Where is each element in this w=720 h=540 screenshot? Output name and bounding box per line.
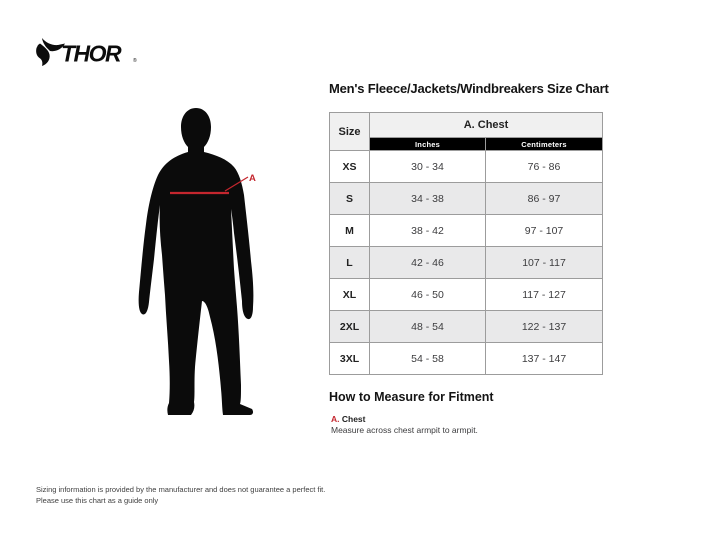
measurement-figure xyxy=(126,93,276,423)
table-row xyxy=(330,343,603,375)
how-to-measure-heading: How to Measure for Fitment xyxy=(329,390,494,404)
measure-item-description: Measure across chest armpit to armpit. xyxy=(331,425,478,435)
centimeters-cell: 117 - 127 xyxy=(486,279,603,311)
measure-item-chest xyxy=(331,414,478,436)
inches-cell: 54 - 58 xyxy=(370,343,486,375)
inches-cell: 38 - 42 xyxy=(370,215,486,247)
table-row xyxy=(330,151,603,183)
centimeters-cell: 76 - 86 xyxy=(486,151,603,183)
measure-item-title xyxy=(331,414,478,425)
size-cell: XL xyxy=(330,279,370,311)
chest-measurement-label: A xyxy=(249,173,256,184)
table-row xyxy=(330,247,603,279)
size-chart-table xyxy=(329,112,603,375)
thor-logo xyxy=(33,35,143,67)
centimeters-cell: 137 - 147 xyxy=(486,343,603,375)
column-header-inches: Inches xyxy=(370,138,486,151)
body-silhouette-svg xyxy=(126,93,276,423)
table-header-row xyxy=(330,113,603,138)
size-cell: 2XL xyxy=(330,311,370,343)
thor-wordmark: THOR xyxy=(61,40,121,67)
disclaimer-line-1: Sizing information is provided by the manufacturer and does not guarantee a perfect fit. xyxy=(36,485,326,494)
size-cell: 3XL xyxy=(330,343,370,375)
table-row xyxy=(330,279,603,311)
column-header-centimeters: Centimeters xyxy=(486,138,603,151)
thor-logo-svg xyxy=(33,35,143,67)
measure-item-name: Chest xyxy=(341,414,366,424)
disclaimer-line-2: Please use this chart as a guide only xyxy=(36,496,159,505)
centimeters-cell: 86 - 97 xyxy=(486,183,603,215)
centimeters-cell: 97 - 107 xyxy=(486,215,603,247)
inches-cell: 30 - 34 xyxy=(370,151,486,183)
column-header-chest: A. Chest xyxy=(370,113,603,138)
table-row xyxy=(330,215,603,247)
size-cell: S xyxy=(330,183,370,215)
measure-item-key: A. xyxy=(331,414,340,424)
table-row xyxy=(330,183,603,215)
size-cell: L xyxy=(330,247,370,279)
centimeters-cell: 122 - 137 xyxy=(486,311,603,343)
inches-cell: 42 - 46 xyxy=(370,247,486,279)
table-row xyxy=(330,311,603,343)
inches-cell: 34 - 38 xyxy=(370,183,486,215)
centimeters-cell: 107 - 117 xyxy=(486,247,603,279)
size-chart-title: Men's Fleece/Jackets/Windbreakers Size Chart xyxy=(329,81,609,96)
table-subheader-row xyxy=(330,138,603,151)
sizing-disclaimer xyxy=(36,484,325,506)
size-cell: M xyxy=(330,215,370,247)
inches-cell: 48 - 54 xyxy=(370,311,486,343)
column-header-size: Size xyxy=(330,113,370,151)
inches-cell: 46 - 50 xyxy=(370,279,486,311)
registered-mark: ® xyxy=(133,58,137,64)
male-silhouette xyxy=(139,108,254,415)
size-cell: XS xyxy=(330,151,370,183)
